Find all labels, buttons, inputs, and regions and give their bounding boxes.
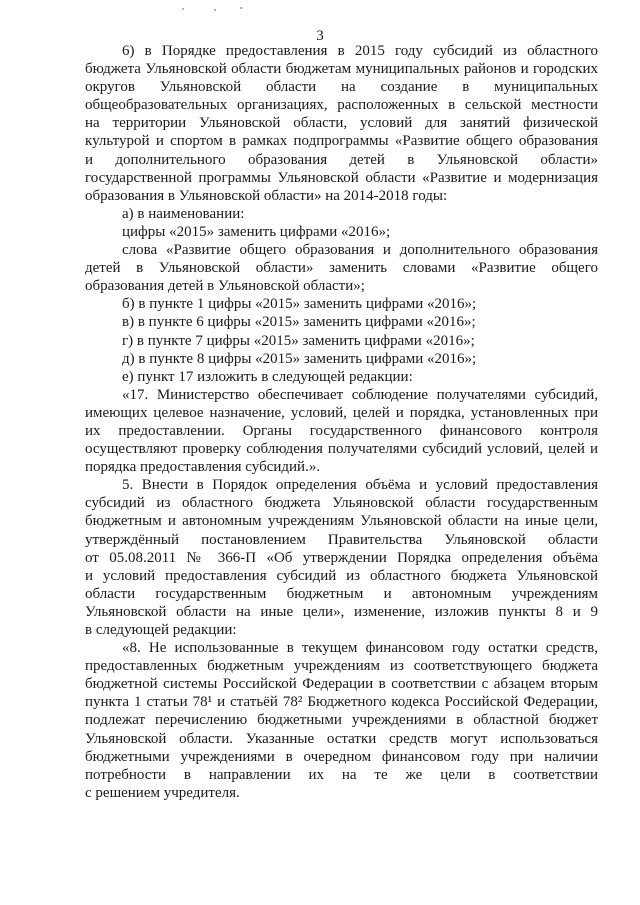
text-line: образования в Ульяновской области» на 2014-2018 годы: bbox=[85, 187, 448, 204]
text-line: потребности в направлении их на те же цели в соответствии bbox=[85, 766, 598, 783]
text-line: на территории Ульяновской области, условий для занятий физической bbox=[85, 115, 598, 132]
text-line: «17. Министерство обеспечивает соблюдение получателями субсидий, bbox=[122, 386, 598, 403]
text-line: культурой и спортом в рамках подпрограммы «Развитие общего образования bbox=[85, 133, 598, 150]
text-line: от 05.08.2011 № 366-П «Об утверждении Порядка определения объёма bbox=[85, 549, 598, 566]
text-line: предоставленных бюджетным учреждениям из соответствующего бюджета bbox=[85, 658, 598, 675]
text-line: цифры «2015» заменить цифрами «2016»; bbox=[122, 223, 391, 240]
scan-speck bbox=[182, 8, 184, 10]
text-line: 5. Внести в Порядок определения объёма и условий предоставления bbox=[122, 477, 598, 494]
text-line: бюджетным и автономным учреждениям Ульяновской области на иные цели, bbox=[85, 513, 598, 530]
text-line: государственной программы Ульяновской области «Развитие и модернизация bbox=[85, 169, 598, 186]
text-line: порядка предоставления субсидий.». bbox=[85, 459, 321, 476]
text-line: д) в пункте 8 цифры «2015» заменить цифрами «2016»; bbox=[122, 350, 477, 367]
text-line: области государственным бюджетным и автономным учреждениям bbox=[85, 585, 598, 602]
text-line: с решением учредителя. bbox=[85, 784, 240, 801]
text-line: и условий предоставления субсидий из областного бюджета Ульяновской bbox=[85, 567, 598, 584]
text-line: общеобразовательных организациях, расположенных в сельской местности bbox=[85, 97, 598, 114]
text-line: подлежат перечислению бюджетными учреждениями в областной бюджет bbox=[85, 712, 598, 729]
text-line: бюджетной системы Российской Федерации в соответствии с абзацем вторым bbox=[85, 676, 598, 693]
text-line: их предоставлении. Органы государственного финансового контроля bbox=[85, 422, 598, 439]
text-line: субсидий из областного бюджета Ульяновской области государственным bbox=[85, 495, 598, 512]
text-line: Ульяновской области на иные цели», изменение, изложив пункты 8 и 9 bbox=[85, 603, 598, 620]
document-body bbox=[85, 42, 598, 802]
text-line: слова «Развитие общего образования и дополнительного образования bbox=[122, 242, 598, 259]
scan-speck bbox=[240, 7, 242, 9]
text-line: бюджета Ульяновской области бюджетам муниципальных районов и городских bbox=[85, 61, 598, 78]
text-line: 6) в Порядке предоставления в 2015 году субсидий из областного bbox=[122, 43, 598, 59]
text-line: е) пункт 17 изложить в следующей редакции: bbox=[122, 368, 413, 385]
text-line: детей в Ульяновской области» заменить словами «Развитие общего bbox=[85, 260, 598, 277]
text-line: образования детей в Ульяновской области»; bbox=[85, 278, 365, 295]
text-line: в следующей редакции: bbox=[85, 622, 237, 638]
text-line: округов Ульяновской области на создание в муниципальных bbox=[85, 79, 598, 96]
text-line: в) в пункте 6 цифры «2015» заменить цифрами «2016»; bbox=[122, 314, 476, 331]
text-line: утверждённый постановлением Правительства Ульяновской области bbox=[85, 531, 598, 548]
scan-speck bbox=[214, 9, 216, 11]
text-line: бюджетными учреждениями в очередном финансовом году при наличии bbox=[85, 748, 598, 765]
text-line: «8. Не использованные в текущем финансовом году остатки средств, bbox=[122, 640, 598, 657]
text-line: а) в наименовании: bbox=[122, 205, 245, 222]
text-line: г) в пункте 7 цифры «2015» заменить цифрами «2016»; bbox=[122, 332, 475, 349]
text-line: имеющих целевое назначение, условий, целей и порядка, установленных при bbox=[85, 404, 598, 421]
text-line: б) в пункте 1 цифры «2015» заменить цифрами «2016»; bbox=[122, 296, 477, 313]
text-line: осуществляют проверку соблюдения получателями субсидий условий, целей и bbox=[85, 441, 598, 458]
text-line: Ульяновской области. Указанные остатки средств могут использоваться bbox=[85, 730, 598, 747]
text-line: и дополнительного образования детей в Ульяновской области» bbox=[85, 151, 598, 168]
text-line: пункта 1 статьи 78¹ и статьёй 78² Бюджетного кодекса Российской Федерации, bbox=[85, 694, 598, 711]
page-number: 3 bbox=[316, 28, 324, 44]
